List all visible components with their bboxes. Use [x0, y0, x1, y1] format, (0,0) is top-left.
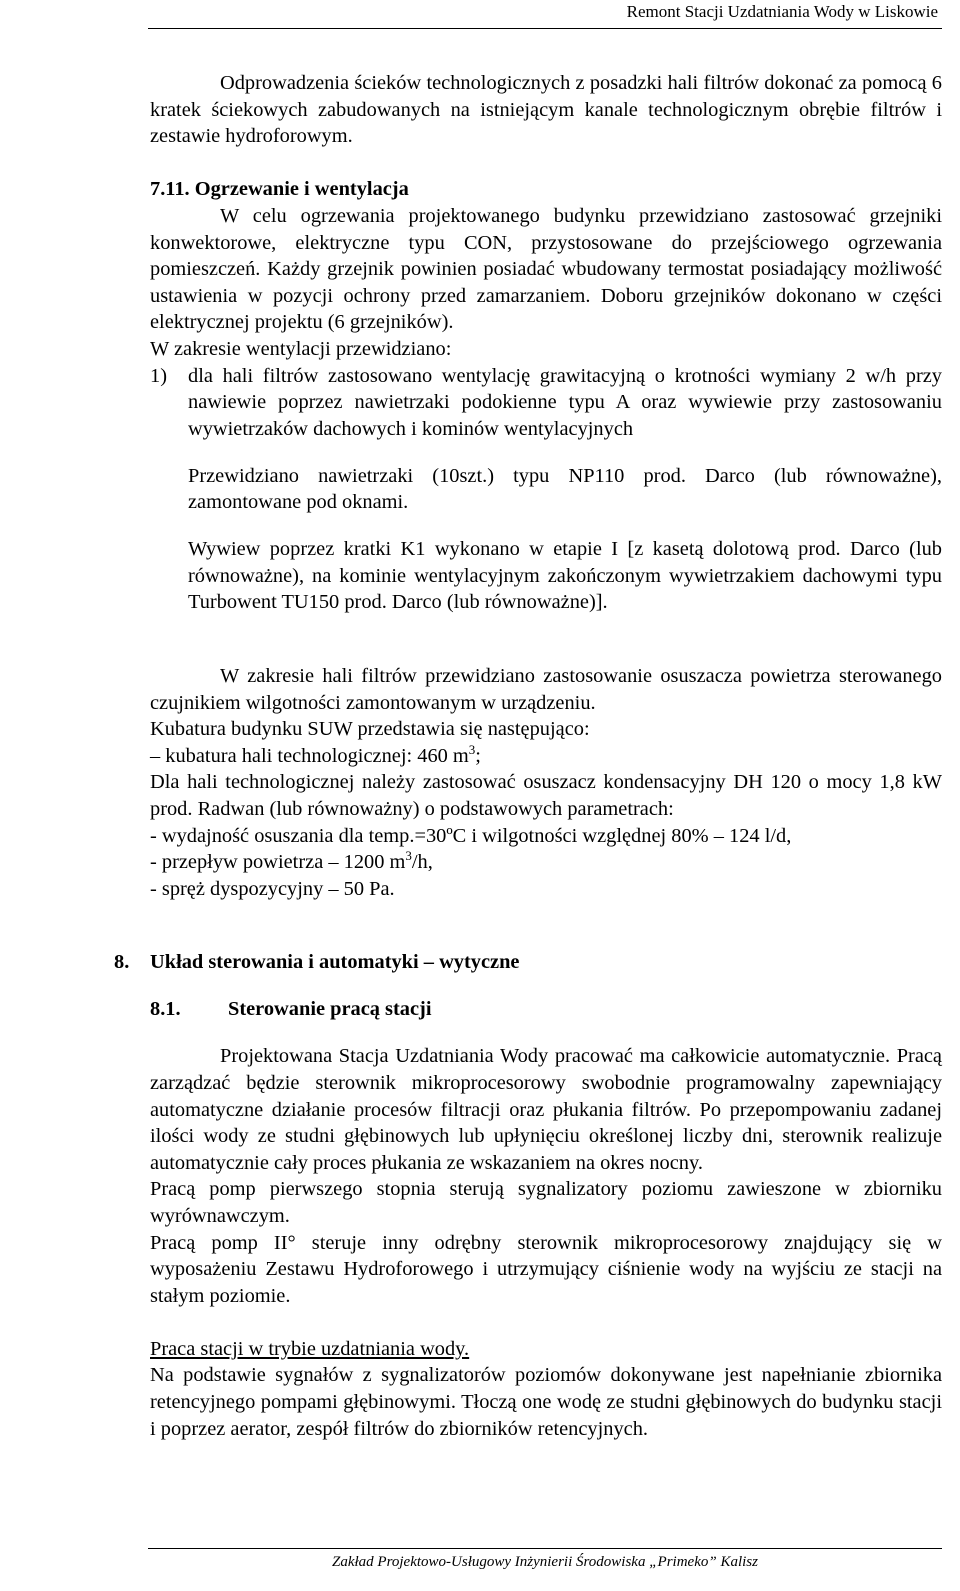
- ventilation-list: [150, 363, 942, 617]
- volume-superscript: 3: [468, 742, 476, 758]
- paragraph-control-overview: Projektowana Stacja Uzdatniania Wody pracować ma całkowicie automatycznie. Pracą zarządzać będzie sterownik mikroprocesorowy swobodnie programowalny zapewniający automatyczne działanie procesów filtracji oraz płukania filtrów. Po przepompowaniu zadanej ilości wody ze studni głębinowych lub upłynięciu określonej liczby dni, sterownik realizuje automatycznie cały proces płukania ze wskazaniem na okres nocny.: [150, 1045, 942, 1174]
- airflow-text: - przepływ powietrza – 1200 m: [150, 851, 406, 874]
- paragraph-drainage: Odprowadzenia ścieków technologicznych z posadzki hali filtrów dokonać za pomocą 6 kratek ściekowych zabudowanych na istniejącym kanale technologicznym obrębie filtrów i zestawie hydroforowym.: [150, 72, 942, 148]
- paragraph-param-capacity: - wydajność osuszania dla temp.=30ºC i wilgotności względnej 80% – 124 l/d,: [150, 824, 792, 847]
- list-item-detail: Przewidziano nawietrzaki (10szt.) typu NP110 prod. Darco (lub równoważne), zamontowane pod oknami.: [188, 464, 942, 514]
- list-item: [150, 363, 942, 443]
- heading-8: [114, 949, 906, 976]
- paragraph-pump-level: Pracą pomp pierwszego stopnia sterują sygnalizatory poziomu zawieszone w zbiorniku wyrównawczym.: [150, 1178, 942, 1227]
- list-item-number: 1): [150, 364, 167, 387]
- airflow-suffix: /h,: [411, 851, 433, 874]
- paragraph-param-pressure: - spręż dyspozycyjny – 50 Pa.: [150, 877, 395, 900]
- heading-8-text: Układ sterowania i automatyki – wytyczne: [150, 951, 520, 974]
- header-rule: [148, 28, 942, 29]
- subheading-treatment-mode: Praca stacji w trybie uzdatniania wody.: [150, 1337, 470, 1360]
- list-item-text: dla hali filtrów zastosowano wentylację grawitacyjną o krotności wymiany 2 w/h przy nawiewie poprzez nawietrzaki podokienne typu A oraz wywiewie przy zastosowaniu wywietrzaków dachowych i kominów wentylacyjnych: [188, 364, 942, 440]
- heading-8-1-text: Sterowanie pracą stacji: [228, 998, 432, 1021]
- volume-suffix: ;: [475, 744, 481, 767]
- paragraph-pump-second: Pracą pomp II° steruje inny odrębny sterownik mikroprocesorowy znajdujący się w wyposażeniu Zestawu Hydroforowego i utrzymujący ciśnienie wody na wyjściu ze stacji na stałym poziomie.: [150, 1231, 942, 1307]
- footer-rule: [148, 1548, 942, 1549]
- heading-8-1: [150, 996, 942, 1023]
- airflow-superscript: 3: [405, 848, 412, 864]
- heading-8-number: 8.: [114, 951, 130, 974]
- paragraph-volume: [150, 743, 942, 770]
- paragraph-volume-intro: Kubatura budynku SUW przedstawia się następująco:: [150, 718, 590, 741]
- list-item-detail: Wywiew poprzez kratki K1 wykonano w etapie I [z kasetą dolotową prod. Darco (lub równoważne), na kominie wentylacyjnym zakończonym wywietrzakiem dachowymi typu Turbowent TU150 prod. Darco (lub równoważne)].: [188, 538, 942, 614]
- page-header: Remont Stacji Uzdatniania Wody w Liskowie: [626, 2, 938, 21]
- paragraph-heating: W celu ogrzewania projektowanego budynku przewidziano zastosować grzejniki konwektorowe, elektryczne typu CON, przystosowane do przejściowego ogrzewania pomieszczeń. Każdy grzejnik powinien posiadać wbudowany termostat posiadający możliwość ustawienia w pozycji ochrony przed zamarzaniem. Doboru grzejników dokonano w części elektrycznej projektu (6 grzejników).: [150, 204, 942, 334]
- heading-7-11: 7.11. Ogrzewanie i wentylacja: [150, 178, 409, 201]
- paragraph-dehumidifier: W zakresie hali filtrów przewidziano zastosowanie osuszacza powietrza sterowanego czujnikiem wilgotności zamontowanym w urządzeniu.: [150, 665, 942, 714]
- heading-8-1-number: 8.1.: [150, 998, 181, 1021]
- paragraph-ventilation-intro: W zakresie wentylacji przewidziano:: [150, 337, 452, 360]
- page-footer: Zakład Projektowo-Usługowy Inżynierii Środowiska „Primeko” Kalisz: [332, 1554, 758, 1570]
- page-content: [114, 70, 942, 1442]
- paragraph-dehumidifier-spec: Dla hali technologicznej należy zastosować osuszacz kondensacyjny DH 120 o mocy 1,8 kW prod. Radwan (lub równoważny) o podstawowych parametrach:: [150, 771, 942, 821]
- volume-text: – kubatura hali technologicznej: 460 m: [150, 744, 469, 767]
- paragraph-param-airflow: [150, 849, 942, 876]
- paragraph-treatment-mode: Na podstawie sygnałów z sygnalizatorów poziomów dokonywane jest napełnianie zbiornika retencyjnego pompami głębinowymi. Tłoczą one wodę ze studni głębinowych do budynku stacji i poprzez aerator, zespół filtrów do zbiorników retencyjnych.: [150, 1364, 942, 1440]
